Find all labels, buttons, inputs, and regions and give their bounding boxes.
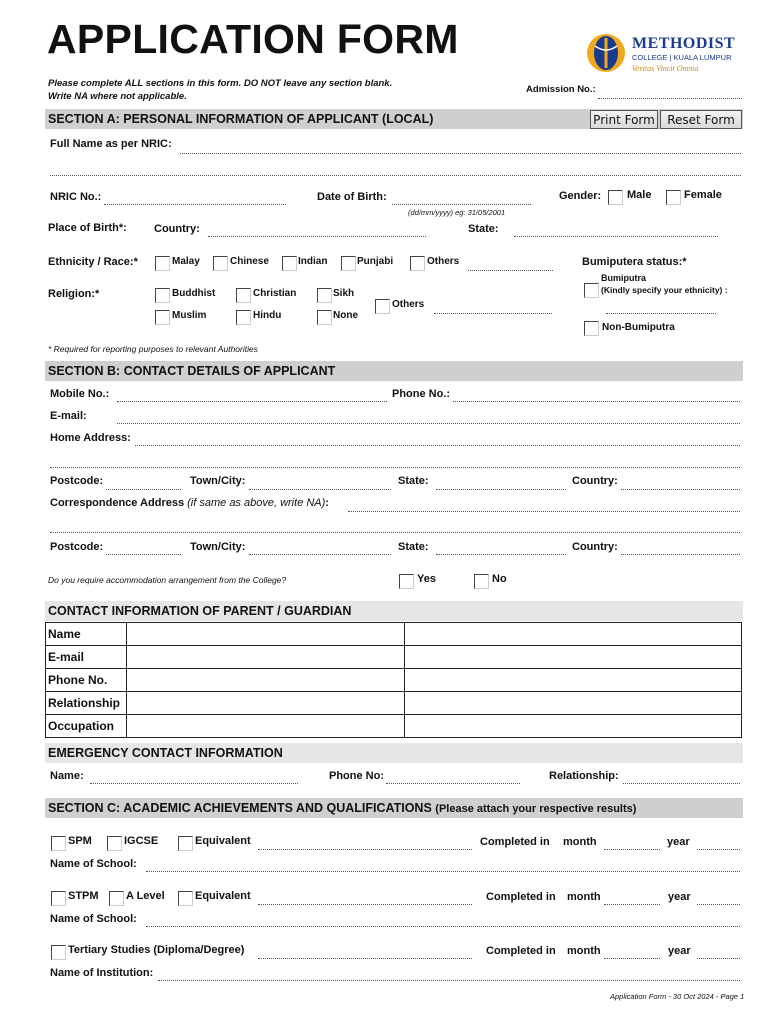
ethnicity-label: Ethnicity / Race:* <box>48 256 138 268</box>
phone-label: Phone No.: <box>392 388 451 400</box>
religion-muslim-checkbox[interactable] <box>155 310 170 325</box>
spm-school-label: Name of School: <box>50 858 137 870</box>
guardian-row-label: Relationship <box>46 692 127 715</box>
home-country-field[interactable] <box>621 489 740 490</box>
pob-state-field[interactable] <box>514 236 718 237</box>
home-postcode-label: Postcode: <box>50 475 104 487</box>
religion-others-checkbox[interactable] <box>375 299 390 314</box>
spm-year-label: year <box>667 836 690 848</box>
pob-state-label: State: <box>468 223 499 235</box>
pob-country-label: Country: <box>154 223 200 235</box>
dob-field[interactable] <box>392 204 531 205</box>
nric-field[interactable] <box>104 204 286 205</box>
gender-male-checkbox[interactable] <box>608 190 623 205</box>
intro-line-2: Write NA where not applicable. <box>48 91 187 102</box>
ethnicity-punjabi-label: Punjabi <box>357 256 394 267</box>
bumiputra-label: Bumiputra <box>601 273 646 283</box>
spm-checkbox[interactable] <box>51 836 66 851</box>
religion-hindu-checkbox[interactable] <box>236 310 251 325</box>
home-town-field[interactable] <box>249 489 391 490</box>
tertiary-year-field[interactable] <box>697 958 740 959</box>
ethnicity-indian-label: Indian <box>298 256 328 267</box>
corr-country-field[interactable] <box>621 554 740 555</box>
phone-field[interactable] <box>453 401 740 402</box>
religion-sikh-label: Sikh <box>333 288 355 299</box>
mobile-field[interactable] <box>117 401 387 402</box>
guardian-2-phone-cell[interactable] <box>405 669 742 692</box>
gender-female-checkbox[interactable] <box>666 190 681 205</box>
religion-christian-label: Christian <box>253 288 297 299</box>
accommodation-no-label: No <box>492 573 507 585</box>
section-a-title: SECTION A: PERSONAL INFORMATION OF APPLICANT (LOCAL) <box>48 112 434 126</box>
home-address-field[interactable] <box>135 445 740 446</box>
guardian-1-name-cell[interactable] <box>127 623 405 646</box>
emergency-phone-label: Phone No: <box>329 770 384 782</box>
tertiary-month-field[interactable] <box>604 958 660 959</box>
logo-emblem-icon <box>585 32 627 74</box>
religion-others-label: Others <box>392 299 425 310</box>
ethnicity-chinese-checkbox[interactable] <box>213 256 228 271</box>
corr-country-label: Country: <box>572 541 618 553</box>
mobile-label: Mobile No.: <box>50 388 110 400</box>
religion-christian-checkbox[interactable] <box>236 288 251 303</box>
religion-buddhist-label: Buddhist <box>172 288 216 299</box>
guardian-row-label: Name <box>46 623 127 646</box>
religion-none-checkbox[interactable] <box>317 310 332 325</box>
corr-town-label: Town/City: <box>190 541 246 553</box>
corr-town-field[interactable] <box>249 554 391 555</box>
table-row <box>46 692 742 715</box>
section-b-header <box>45 361 743 381</box>
place-of-birth-label: Place of Birth*: <box>48 222 127 234</box>
stpm-equivalent-label: Equivalent <box>195 890 251 902</box>
emergency-relationship-label: Relationship: <box>549 770 619 782</box>
home-address-field-line2[interactable] <box>50 467 740 468</box>
stpm-completed-label: Completed in <box>486 891 556 903</box>
reset-form-button[interactable]: Reset Form <box>660 110 742 129</box>
stpm-month-label: month <box>567 891 601 903</box>
stpm-label: STPM <box>68 890 99 902</box>
tertiary-completed-label: Completed in <box>486 945 556 957</box>
emergency-name-label: Name: <box>50 770 84 782</box>
stpm-school-label: Name of School: <box>50 913 137 925</box>
bumiputra-hint: (Kindly specify your ethnicity) : <box>601 285 728 295</box>
home-town-label: Town/City: <box>190 475 246 487</box>
alevel-checkbox[interactable] <box>109 891 124 906</box>
ethnicity-others-field[interactable] <box>468 270 553 271</box>
print-form-button[interactable]: Print Form <box>590 110 658 129</box>
corr-postcode-field[interactable] <box>106 554 181 555</box>
accommodation-no-checkbox[interactable] <box>474 574 489 589</box>
religion-sikh-checkbox[interactable] <box>317 288 332 303</box>
dob-hint: (dd/mm/yyyy) eg: 31/05/2001 <box>408 208 506 217</box>
guardian-1-email-cell[interactable] <box>127 646 405 669</box>
college-logo <box>585 32 735 77</box>
accommodation-yes-checkbox[interactable] <box>399 574 414 589</box>
bumiputera-status-label: Bumiputera status:* <box>582 256 687 268</box>
guardian-2-occupation-cell[interactable] <box>405 715 742 738</box>
correspondence-address-field-line2[interactable] <box>50 532 740 533</box>
logo-subtitle: COLLEGE | KUALA LUMPUR <box>632 53 732 62</box>
emergency-title: EMERGENCY CONTACT INFORMATION <box>48 746 283 760</box>
table-row <box>46 623 742 646</box>
tertiary-label: Tertiary Studies (Diploma/Degree) <box>68 944 245 956</box>
home-country-label: Country: <box>572 475 618 487</box>
table-row <box>46 715 742 738</box>
non-bumiputra-label: Non-Bumiputra <box>602 322 675 333</box>
religion-label: Religion:* <box>48 288 100 300</box>
stpm-equivalent-field[interactable] <box>258 904 472 905</box>
igcse-label: IGCSE <box>124 835 159 847</box>
email-field[interactable] <box>117 423 740 424</box>
bumiputra-checkbox[interactable] <box>584 283 599 298</box>
gender-male-label: Male <box>627 189 652 201</box>
full-name-field-line2[interactable] <box>50 175 741 176</box>
spm-equivalent-label: Equivalent <box>195 835 251 847</box>
admission-no-field[interactable] <box>598 98 742 99</box>
home-state-field[interactable] <box>436 489 566 490</box>
spm-completed-label: Completed in <box>480 836 550 848</box>
guardian-2-relationship-cell[interactable] <box>405 692 742 715</box>
guardian-1-phone-cell[interactable] <box>127 669 405 692</box>
section-c-header <box>45 798 743 818</box>
emergency-relationship-field[interactable] <box>623 783 740 784</box>
corr-state-label: State: <box>398 541 429 553</box>
guardian-title: CONTACT INFORMATION OF PARENT / GUARDIAN <box>48 604 352 618</box>
spm-label: SPM <box>68 835 92 847</box>
stpm-checkbox[interactable] <box>51 891 66 906</box>
dob-label: Date of Birth: <box>317 191 387 203</box>
guardian-row-label: Phone No. <box>46 669 127 692</box>
guardian-table <box>45 622 742 738</box>
home-state-label: State: <box>398 475 429 487</box>
stpm-school-field[interactable] <box>146 926 740 927</box>
email-label: E-mail: <box>50 410 87 422</box>
page-footer: Application Form - 30 Oct 2024 - Page 1 <box>610 992 745 1001</box>
spm-school-field[interactable] <box>146 871 740 872</box>
tertiary-field[interactable] <box>258 958 472 959</box>
religion-hindu-label: Hindu <box>253 310 282 321</box>
religion-none-label: None <box>333 310 358 321</box>
stpm-equivalent-checkbox[interactable] <box>178 891 193 906</box>
spm-month-label: month <box>563 836 597 848</box>
accommodation-question: Do you require accommodation arrangement from the College? <box>48 575 287 585</box>
accommodation-yes-label: Yes <box>417 573 436 585</box>
alevel-label: A Level <box>126 890 165 902</box>
home-postcode-field[interactable] <box>106 489 181 490</box>
ethnicity-malay-checkbox[interactable] <box>155 256 170 271</box>
ethnicity-malay-label: Malay <box>172 256 200 267</box>
spm-equivalent-checkbox[interactable] <box>178 836 193 851</box>
section-b-title: SECTION B: CONTACT DETAILS OF APPLICANT <box>48 364 336 378</box>
required-footnote: * Required for reporting purposes to relevant Authorities <box>48 344 258 354</box>
logo-name: METHODIST <box>632 35 736 52</box>
emergency-name-field[interactable] <box>90 783 298 784</box>
section-c-title: SECTION C: ACADEMIC ACHIEVEMENTS AND QUALIFICATIONS (Please attach your respective results) <box>48 801 637 815</box>
correspondence-address-field[interactable] <box>348 511 740 512</box>
institution-field[interactable] <box>158 980 740 981</box>
emergency-header <box>45 743 743 763</box>
guardian-2-name-cell[interactable] <box>405 623 742 646</box>
religion-others-field[interactable] <box>434 313 552 314</box>
ethnicity-others-checkbox[interactable] <box>410 256 425 271</box>
gender-label: Gender: <box>559 190 602 202</box>
bumiputra-ethnicity-field[interactable] <box>606 313 716 314</box>
home-address-label: Home Address: <box>50 432 131 444</box>
institution-label: Name of Institution: <box>50 967 154 979</box>
gender-female-label: Female <box>684 189 722 201</box>
table-row <box>46 646 742 669</box>
page-title: APPLICATION FORM <box>47 16 459 62</box>
tertiary-checkbox[interactable] <box>51 945 66 960</box>
corr-state-field[interactable] <box>436 554 566 555</box>
table-row <box>46 669 742 692</box>
spm-year-field[interactable] <box>697 849 740 850</box>
guardian-header <box>45 601 743 621</box>
intro-line-1: Please complete ALL sections in this form. DO NOT leave any section blank. <box>48 78 393 89</box>
pob-country-field[interactable] <box>208 236 426 237</box>
stpm-month-field[interactable] <box>604 904 660 905</box>
stpm-year-label: year <box>668 891 691 903</box>
tertiary-month-label: month <box>567 945 601 957</box>
igcse-checkbox[interactable] <box>107 836 122 851</box>
ethnicity-chinese-label: Chinese <box>230 256 269 267</box>
tertiary-year-label: year <box>668 945 691 957</box>
full-name-field[interactable] <box>180 153 741 154</box>
correspondence-address-label: Correspondence Address (if same as above, write NA): <box>50 497 329 509</box>
ethnicity-indian-checkbox[interactable] <box>282 256 297 271</box>
guardian-1-relationship-cell[interactable] <box>127 692 405 715</box>
logo-motto: Veritas Vincit Omnia <box>632 64 699 73</box>
non-bumiputra-checkbox[interactable] <box>584 321 599 336</box>
guardian-2-email-cell[interactable] <box>405 646 742 669</box>
full-name-label: Full Name as per NRIC: <box>50 138 172 150</box>
spm-month-field[interactable] <box>604 849 660 850</box>
admission-no-label: Admission No.: <box>526 84 596 95</box>
ethnicity-others-label: Others <box>427 256 460 267</box>
guardian-1-occupation-cell[interactable] <box>127 715 405 738</box>
religion-muslim-label: Muslim <box>172 310 207 321</box>
stpm-year-field[interactable] <box>697 904 740 905</box>
ethnicity-punjabi-checkbox[interactable] <box>341 256 356 271</box>
nric-label: NRIC No.: <box>50 191 102 203</box>
corr-postcode-label: Postcode: <box>50 541 104 553</box>
religion-buddhist-checkbox[interactable] <box>155 288 170 303</box>
guardian-row-label: Occupation <box>46 715 127 738</box>
guardian-row-label: E-mail <box>46 646 127 669</box>
emergency-phone-field[interactable] <box>386 783 520 784</box>
spm-equivalent-field[interactable] <box>258 849 472 850</box>
